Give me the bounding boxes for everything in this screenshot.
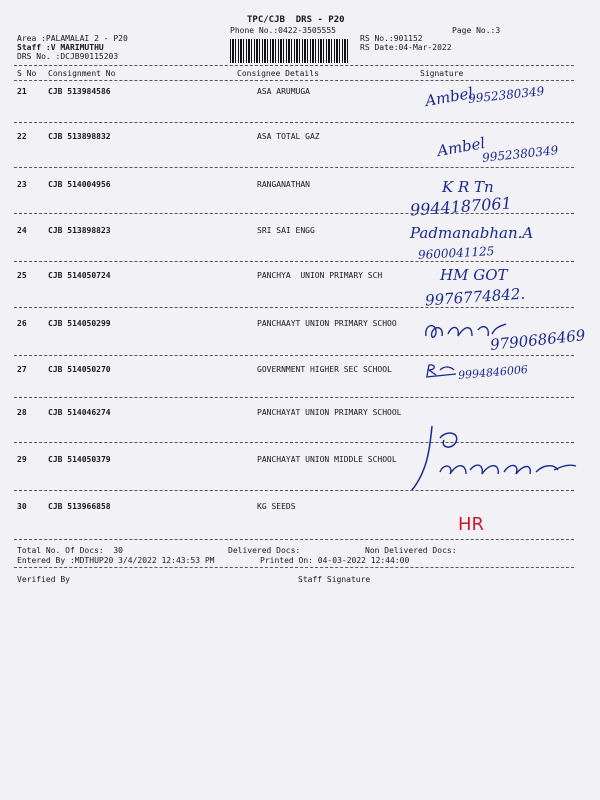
row-sno: 27 [17,365,27,374]
column-header-sno: S No [17,69,37,78]
row-divider [14,355,574,356]
row-divider [14,261,574,262]
page-number: Page No.:3 [452,26,501,35]
row-consignment: CJB 513984586 [48,87,111,96]
row-divider [14,167,574,168]
handwritten-phone: 9944187061 [409,193,513,220]
row-consignment: CJB 513966858 [48,502,111,511]
handwritten-signature: Ambel [423,83,475,111]
row-sno: 26 [17,319,27,328]
document-title: TPC/CJB DRS - P20 [247,15,345,25]
row-divider [14,307,574,308]
rs-date: RS Date:04-Mar-2022 [360,43,452,52]
handwritten-phone: 9952380349 [467,84,545,106]
hr-mark: HR [458,514,485,535]
handwritten-signature: HM GOT [440,266,508,284]
row-consignment: CJB 514046274 [48,408,111,417]
row-divider [14,122,574,123]
row-consignee: PANCHAYAT UNION PRIMARY SCHOOL [257,408,402,417]
row-consignment: CJB 514050379 [48,455,111,464]
initials-signature [424,362,460,378]
row-sno: 29 [17,455,27,464]
handwritten-phone: 9790686469 [489,326,587,354]
row-sno: 28 [17,408,27,417]
rs-number: RS No.:901152 [360,34,423,43]
phone-number: Phone No.:0422-3505555 [230,26,336,35]
row-divider [14,539,574,540]
row-divider [14,397,574,398]
delivered-docs: Delivered Docs: [228,546,301,555]
column-header-consignee: Consignee Details [237,69,319,78]
row-consignment: CJB 514004956 [48,180,111,189]
row-consignee: PANCHAAYT UNION PRIMARY SCHOO [257,319,397,328]
column-header-consignment: Consignment No [48,69,116,78]
handwritten-phone: 9976774842. [424,284,526,310]
column-header-divider [14,80,574,81]
row-consignee: ASA TOTAL GAZ [257,132,320,141]
row-consignee: ASA ARUMUGA [257,87,310,96]
handwritten-phone: 9952380349 [481,143,559,165]
row-consignment: CJB 514050724 [48,271,111,280]
handwritten-signature: K R Tn [442,178,494,196]
row-sno: 22 [17,132,27,141]
row-sno: 23 [17,180,27,189]
barcode [230,39,350,63]
handwritten-signature: Padmanabhan.A [410,224,534,242]
staff-name: Staff :V MARIMUTHU [17,43,104,52]
row-consignee: KG SEEDS [257,502,296,511]
row-sno: 21 [17,87,27,96]
column-header-signature: Signature [420,69,464,78]
staff-signature-label: Staff Signature [298,575,371,584]
row-consignee: SRI SAI ENGG [257,226,315,235]
row-divider [14,213,574,214]
row-consignee: PANCHAYAT UNION MIDDLE SCHOOL [257,455,397,464]
row-sno: 24 [17,226,27,235]
row-consignee: GOVERNMENT HIGHER SEC SCHOOL [257,365,392,374]
area-label: Area :PALAMALAI 2 - P20 [17,34,128,43]
tamil-signature [404,420,584,496]
handwritten-signature: Ambel [435,133,487,161]
row-consignment: CJB 513898832 [48,132,111,141]
row-divider [14,490,574,491]
row-consignment: CJB 514050270 [48,365,111,374]
row-consignment: CJB 514050299 [48,319,111,328]
entered-by: Entered By :MDTHUP20 3/4/2022 12:43:53 PM [17,556,215,565]
drs-number: DRS No. :DCJB90115203 [17,52,119,61]
total-docs: Total No. Of Docs: 30 [17,546,123,555]
printed-on: Printed On: 04-03-2022 12:44:00 [260,556,410,565]
row-consignee: PANCHYA UNION PRIMARY SCH [257,271,383,280]
footer-divider [14,567,574,568]
handwritten-phone: 9600041125 [417,244,495,262]
row-consignee: RANGANATHAN [257,180,310,189]
row-sno: 25 [17,271,27,280]
verified-by: Verified By [17,575,70,584]
row-consignment: CJB 513898823 [48,226,111,235]
handwritten-phone: 9994846006 [457,362,529,383]
header-divider [14,65,574,66]
row-sno: 30 [17,502,27,511]
non-delivered-docs: Non Delivered Docs: [365,546,457,555]
